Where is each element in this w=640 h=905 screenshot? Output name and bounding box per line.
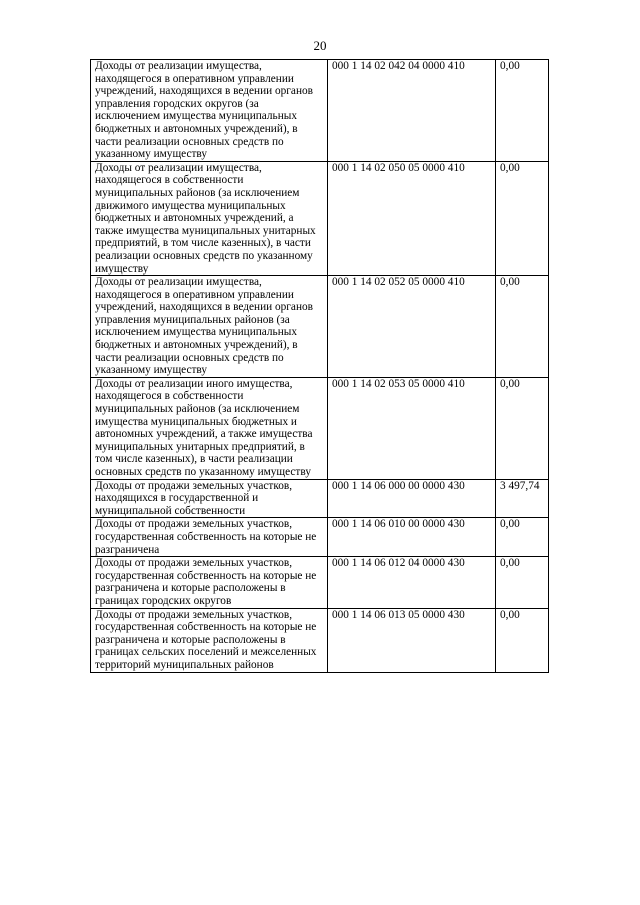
- revenue-name-cell: Доходы от продажи земельных участков, находящихся в государственной и муниципальной собственности: [91, 479, 328, 518]
- table-row: [91, 518, 549, 557]
- amount-cell: 0,00: [496, 377, 549, 479]
- page-number: 20: [313, 38, 327, 53]
- amount-cell: 0,00: [496, 60, 549, 162]
- amount-cell: 0,00: [496, 608, 549, 672]
- amount-cell: 0,00: [496, 557, 549, 608]
- revenue-name-cell: Доходы от продажи земельных участков, государственная собственность на которые не разграничена и которые расположены в границах сельских поселений и межселенных территорий муниципальных районов: [91, 608, 328, 672]
- budget-code-cell: 000 1 14 02 050 05 0000 410: [328, 161, 496, 275]
- amount-cell: 0,00: [496, 276, 549, 378]
- revenue-name-cell: Доходы от реализации имущества, находящегося в собственности муниципальных районов (за исключением движимого имущества муниципальных бюджетных и автономных учреждений, а также имущества муниципальных унитарных предприятий, в том числе казенных), в части реализации основных средств по указанному имуществу: [91, 161, 328, 275]
- amount-cell: 0,00: [496, 161, 549, 275]
- amount-cell: 0,00: [496, 518, 549, 557]
- budget-code-cell: 000 1 14 02 053 05 0000 410: [328, 377, 496, 479]
- budget-code-cell: 000 1 14 02 052 05 0000 410: [328, 276, 496, 378]
- revenue-table: [90, 59, 549, 673]
- table-row: [91, 608, 549, 672]
- budget-code-cell: 000 1 14 06 010 00 0000 430: [328, 518, 496, 557]
- table-row: [91, 60, 549, 162]
- budget-code-cell: 000 1 14 06 013 05 0000 430: [328, 608, 496, 672]
- amount-cell: 3 497,74: [496, 479, 549, 518]
- table-row: [91, 377, 549, 479]
- table-row: [91, 161, 549, 275]
- budget-code-cell: 000 1 14 02 042 04 0000 410: [328, 60, 496, 162]
- table-row: [91, 479, 549, 518]
- revenue-name-cell: Доходы от продажи земельных участков, государственная собственность на которые не разграничена и которые расположены в границах городских округов: [91, 557, 328, 608]
- budget-code-cell: 000 1 14 06 000 00 0000 430: [328, 479, 496, 518]
- budget-code-cell: 000 1 14 06 012 04 0000 430: [328, 557, 496, 608]
- revenue-name-cell: Доходы от реализации имущества, находящегося в оперативном управлении учреждений, находящихся в ведении органов управления городских округов (за исключением имущества муниципальных бюджетных и автономных учреждений), в части реализации основных средств по указанному имуществу: [91, 60, 328, 162]
- table-row: [91, 557, 549, 608]
- revenue-name-cell: Доходы от продажи земельных участков, государственная собственность на которые не разграничена: [91, 518, 328, 557]
- revenue-name-cell: Доходы от реализации иного имущества, находящегося в собственности муниципальных районов (за исключением имущества муниципальных бюджетных и автономных учреждений, а также имущества муниципальных унитарных предприятий, в том числе казенных), в части реализации основных средств по указанному имуществу: [91, 377, 328, 479]
- revenue-name-cell: Доходы от реализации имущества, находящегося в оперативном управлении учреждений, находящихся в ведении органов управления муниципальных районов (за исключением имущества муниципальных бюджетных и автономных учреждений), в части реализации основных средств по указанному имуществу: [91, 276, 328, 378]
- table-row: [91, 276, 549, 378]
